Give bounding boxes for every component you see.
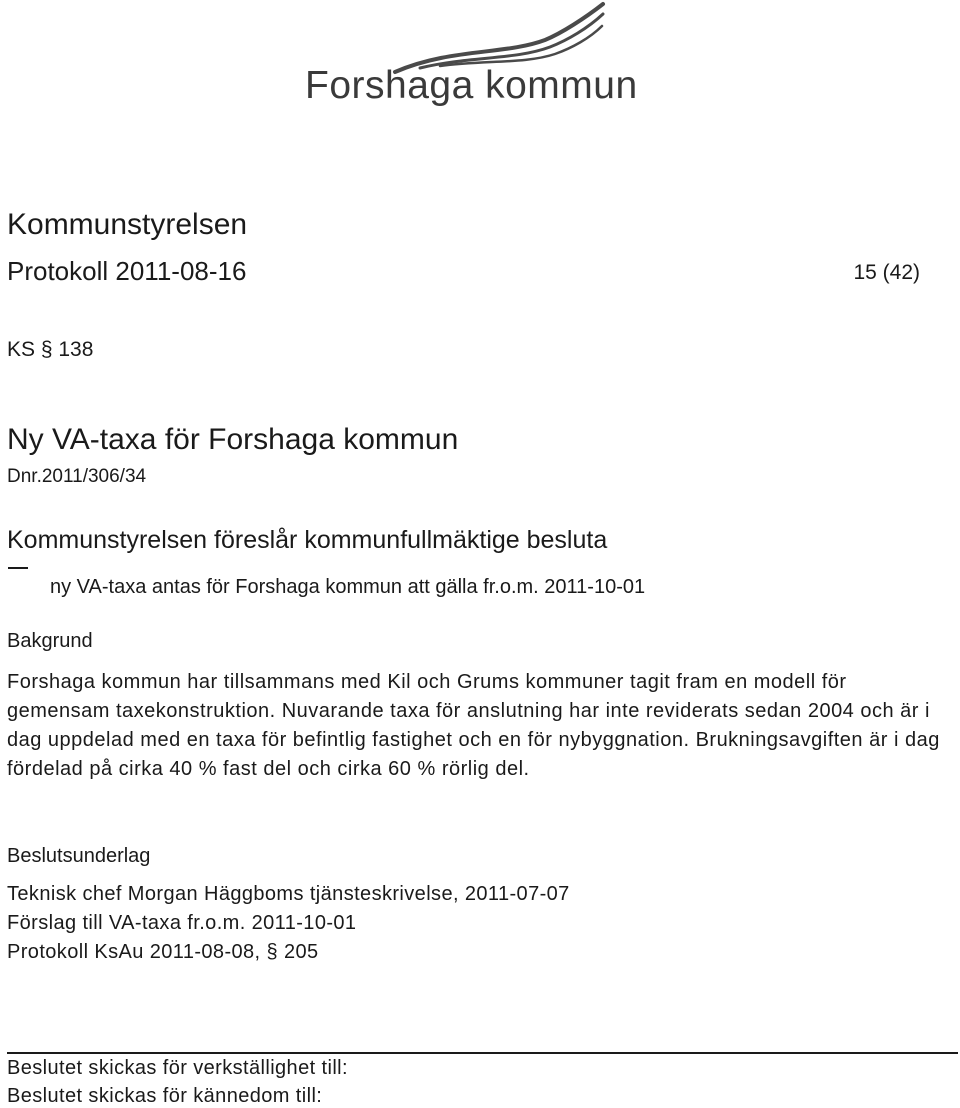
organization-name: Kommunstyrelsen — [7, 208, 248, 241]
basis-item: Förslag till VA-taxa fr.o.m. 2011-10-01 — [7, 912, 357, 934]
sent-for-action: Beslutet skickas för verkställighet till: — [7, 1057, 348, 1079]
footer-divider — [7, 1052, 958, 1054]
case-number: KS § 138 — [7, 338, 94, 361]
basis-list — [7, 880, 570, 967]
background-text: Forshaga kommun har tillsammans med Kil och Grums kommuner tagit fram en modell för gemensam taxekonstruktion. Nuvarande taxa för anslutning har inte reviderats sedan 2004 och är i dag uppdelad med en taxa för befintlig fastighet och en för nybyggnation. Brukningsavgiften är i dag fördelad på cirka 40 % fast del och cirka 60 % rörlig del. — [7, 671, 940, 780]
case-title: Ny VA-taxa för Forshaga kommun — [7, 423, 459, 456]
basis-item: Protokoll KsAu 2011-08-08, § 205 — [7, 941, 319, 963]
page-number: 15 (42) — [853, 261, 920, 284]
diary-number: Dnr.2011/306/34 — [7, 466, 147, 487]
protocol-title: Protokoll 2011-08-16 — [7, 256, 247, 286]
basis-item: Teknisk chef Morgan Häggboms tjänsteskrivelse, 2011-07-07 — [7, 883, 570, 905]
logo-text: Forshaga kommun — [305, 64, 638, 107]
proposal-heading: Kommunstyrelsen föreslår kommunfullmäktige besluta — [7, 526, 608, 554]
dash-bullet-icon — [8, 567, 28, 569]
basis-heading: Beslutsunderlag — [7, 845, 151, 867]
proposal-item: ny VA-taxa antas för Forshaga kommun att gälla fr.o.m. 2011-10-01 — [50, 576, 646, 598]
sent-for-info: Beslutet skickas för kännedom till: — [7, 1085, 323, 1107]
background-heading: Bakgrund — [7, 630, 93, 652]
